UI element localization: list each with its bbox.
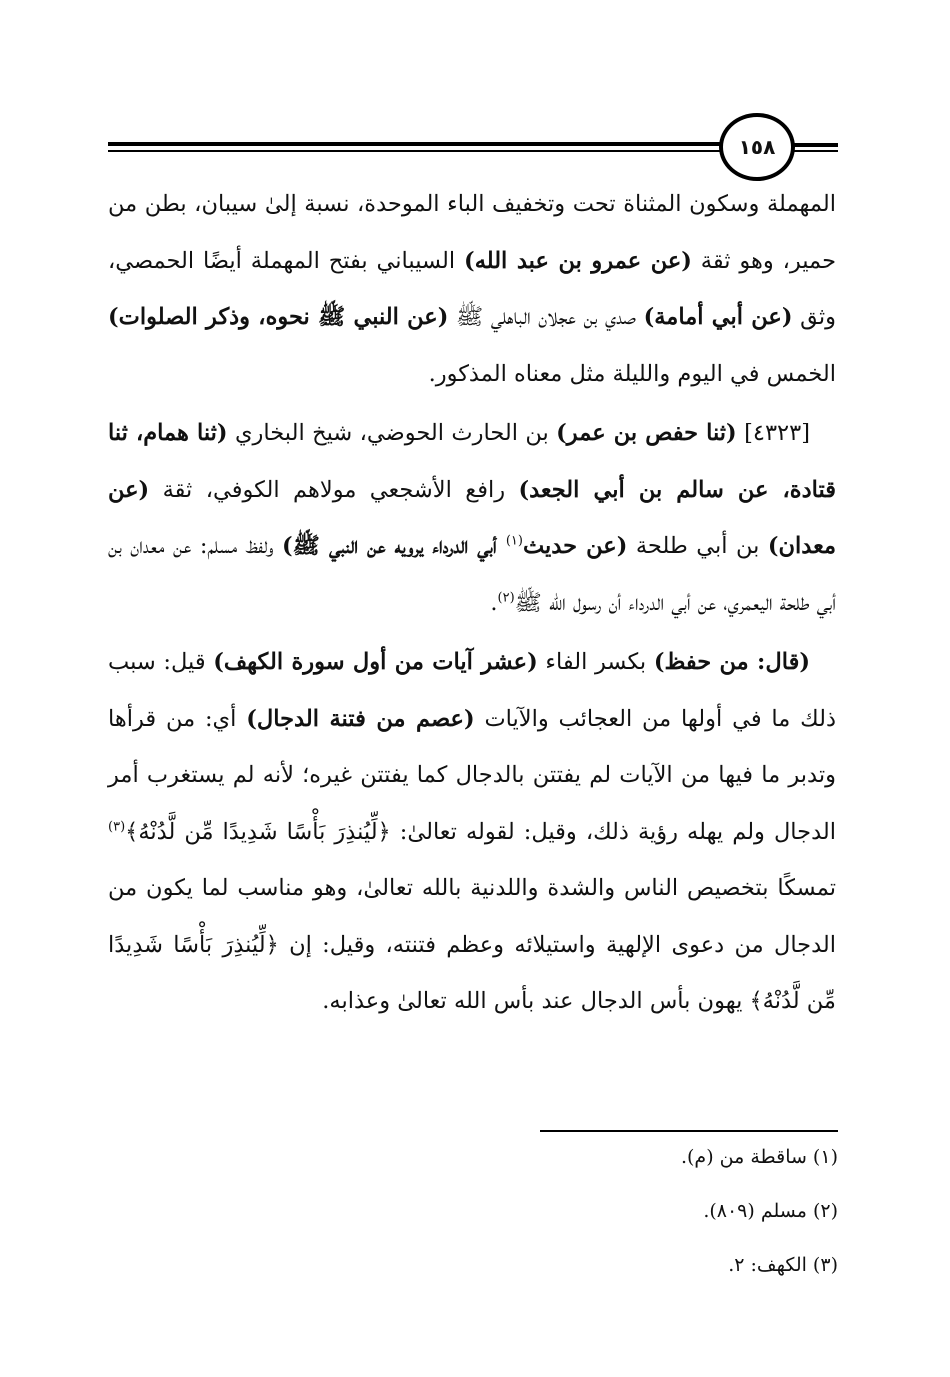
bold-text: (عن حديث: [522, 533, 628, 559]
text-run: قيل: سبب ذلك ما في أولها من العجائب والآيات: [108, 649, 836, 732]
bold-text: (عصم من فتنة الدجال): [246, 705, 475, 732]
footnote-ref: (٢): [497, 590, 515, 605]
text-run: بن أبي طلحة: [627, 533, 768, 559]
footnote-ref: (١): [505, 533, 523, 549]
text-run: أي: من قرأها وتدبر ما فيها من الآيات لم يفتتن بالدجال كما يفتتن غيره؛ لأنه لم يستغرب أمر الدجال ولم يهله رؤية ذلك، وقيل: لقوله تعالىٰ: ﴿لِّيُنذِرَ بَأْسًا شَدِيدًا مِّن لَّدُنْهُ﴾: [108, 705, 836, 845]
text-run: بكسر الفاء: [537, 649, 654, 675]
footnote-ref: (٣): [108, 819, 126, 834]
bold-text: (قال: من حفظ): [653, 649, 810, 675]
header-rule-left-thick: [108, 142, 720, 146]
text-run: تمسكًا بتخصيص الناس والشدة واللدنية بالله تعالىٰ، وهو مناسب لما يكون من الدجال من دعوى الإلهية واستيلائه وعظم فتنته، وقيل: إن ﴿لِّيُنذِرَ بَأْسًا شَدِيدًا مِّن لَّدُنْهُ﴾ يهون بأس الدجال عند بأس الله تعالىٰ وعذابه.: [108, 875, 836, 1014]
paragraph-2: [108, 405, 836, 631]
text-run: صدي بن عجلان الباهلي ﷺ: [448, 304, 644, 330]
text-run: [٤٣٢٣]: [736, 420, 810, 446]
bold-text: (عن عمرو بن عبد الله): [464, 247, 692, 274]
bold-text: أبي الدرداء يرويه عن النبي ﷺ): [281, 533, 506, 559]
header-rule-right-thin: [790, 150, 838, 152]
text-run: المهملة وسكون المثناة تحت وتخفيف الباء الموحدة، نسبة إلىٰ سيبان، بطن من حمير، وهو ثقة: [108, 191, 836, 274]
footnote-1: (١) ساقطة من (م).: [680, 1146, 838, 1168]
footnote-2: (٢) مسلم (٨٠٩).: [703, 1200, 838, 1222]
paragraph-1: [108, 176, 836, 402]
bold-text: (عشر آيات من أول سورة الكهف): [213, 649, 538, 675]
header-rule-right: [790, 143, 838, 147]
footnote-3: (٣) الكهف: ٢.: [728, 1254, 838, 1276]
bold-text: (ثنا حفص بن عمر): [556, 420, 737, 446]
bold-text: (ثنا همام، ثنا قتادة، عن سالم بن أبي الجعد): [108, 420, 837, 503]
footnotes: [500, 1140, 838, 1302]
text-run: .: [490, 589, 498, 616]
text-run: ولفظ مسلم: عن معدان بن أبي طلحة اليعمري، عن أبي الدرداء أن رسول الله ﷺ: [108, 533, 836, 616]
bold-text: (عن أبي أمامة): [643, 304, 793, 330]
paragraph-3: [108, 634, 836, 1030]
text-run: بن الحارث الحوضي، شيخ البخاري: [227, 420, 557, 446]
body-text: [108, 176, 836, 1030]
text-run: الخمس في اليوم والليلة مثل معناه المذكور.: [428, 360, 836, 387]
footnote-separator: [540, 1130, 838, 1132]
text-run: السيباني بفتح المهملة أيضًا الحمصي، وثق: [108, 247, 836, 330]
bold-text: (عن النبي ﷺ نحوه، وذكر الصلوات): [108, 304, 449, 330]
text-run: رافع الأشجعي مولاهم الكوفي، ثقة: [149, 476, 519, 503]
page-number: ١٥٨: [719, 113, 795, 181]
bold-text: (عن معدان): [108, 476, 837, 559]
header-rule-left-thin: [108, 150, 720, 152]
